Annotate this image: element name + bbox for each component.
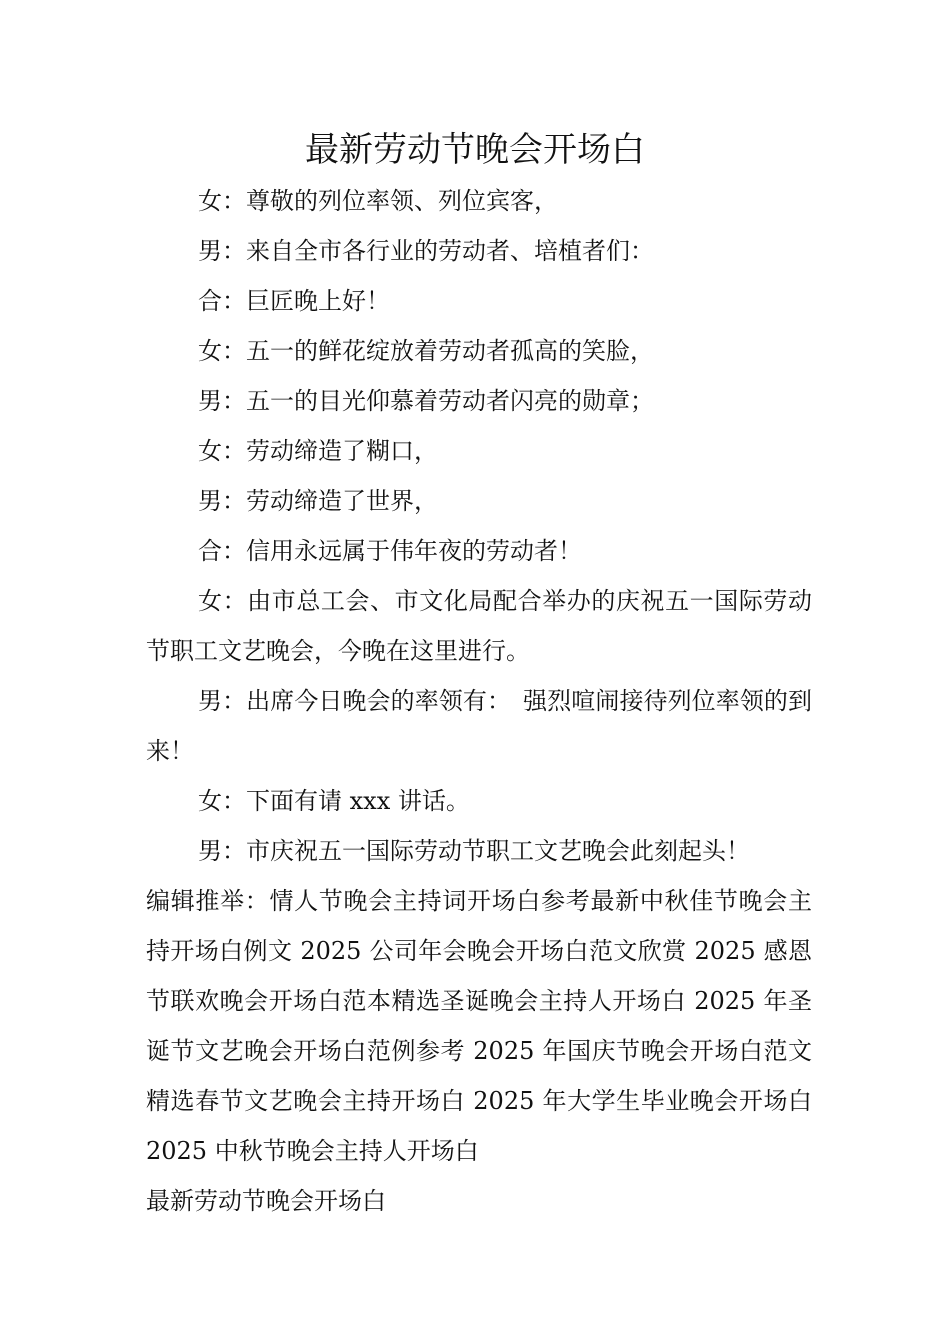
footer-title: 最新劳动节晚会开场白 [146, 1187, 386, 1215]
dialogue-line: 合：巨匠晚上好！ [198, 287, 390, 315]
dialogue-line: 女：下面有请 xxx 讲话。 [198, 787, 470, 815]
dialogue-line: 男：劳动缔造了世界， [198, 487, 438, 515]
document-title: 最新劳动节晚会开场白 [305, 130, 645, 170]
recommendation-paragraph: 编辑推举：情人节晚会主持词开场白参考最新中秋佳节晚会主持开场白例文 2025 公司年会晚会开场白范文欣赏 2025 感恩节联欢晚会开场白范本精选圣诞晚会主持人开场白 2025 年圣诞节文艺晚会开场白范例参考 2025 年国庆节晚会开场白范文精选春节文艺晚会主持开场白 2025 年大学生毕业晚会开场白 2025 中秋节晚会主持人开场白 [146, 887, 812, 1165]
dialogue-line: 女：尊敬的列位率领、列位宾客， [198, 187, 558, 215]
dialogue-line: 女：劳动缔造了糊口， [198, 437, 438, 465]
dialogue-line: 男：市庆祝五一国际劳动节职工文艺晚会此刻起头！ [198, 837, 750, 865]
document-body [146, 176, 812, 1226]
dialogue-paragraph: 男：出席今日晚会的率领有： 强烈喧闹接待列位率领的到来！ [146, 687, 812, 765]
dialogue-line: 合：信用永远属于伟年夜的劳动者！ [198, 537, 582, 565]
dialogue-paragraph: 女：由市总工会、市文化局配合举办的庆祝五一国际劳动节职工文艺晚会，今晚在这里进行。 [146, 587, 812, 665]
dialogue-line: 男：来自全市各行业的劳动者、培植者们： [198, 237, 654, 265]
dialogue-line: 女：五一的鲜花绽放着劳动者孤高的笑脸， [198, 337, 654, 365]
dialogue-line: 男：五一的目光仰慕着劳动者闪亮的勋章； [198, 387, 654, 415]
